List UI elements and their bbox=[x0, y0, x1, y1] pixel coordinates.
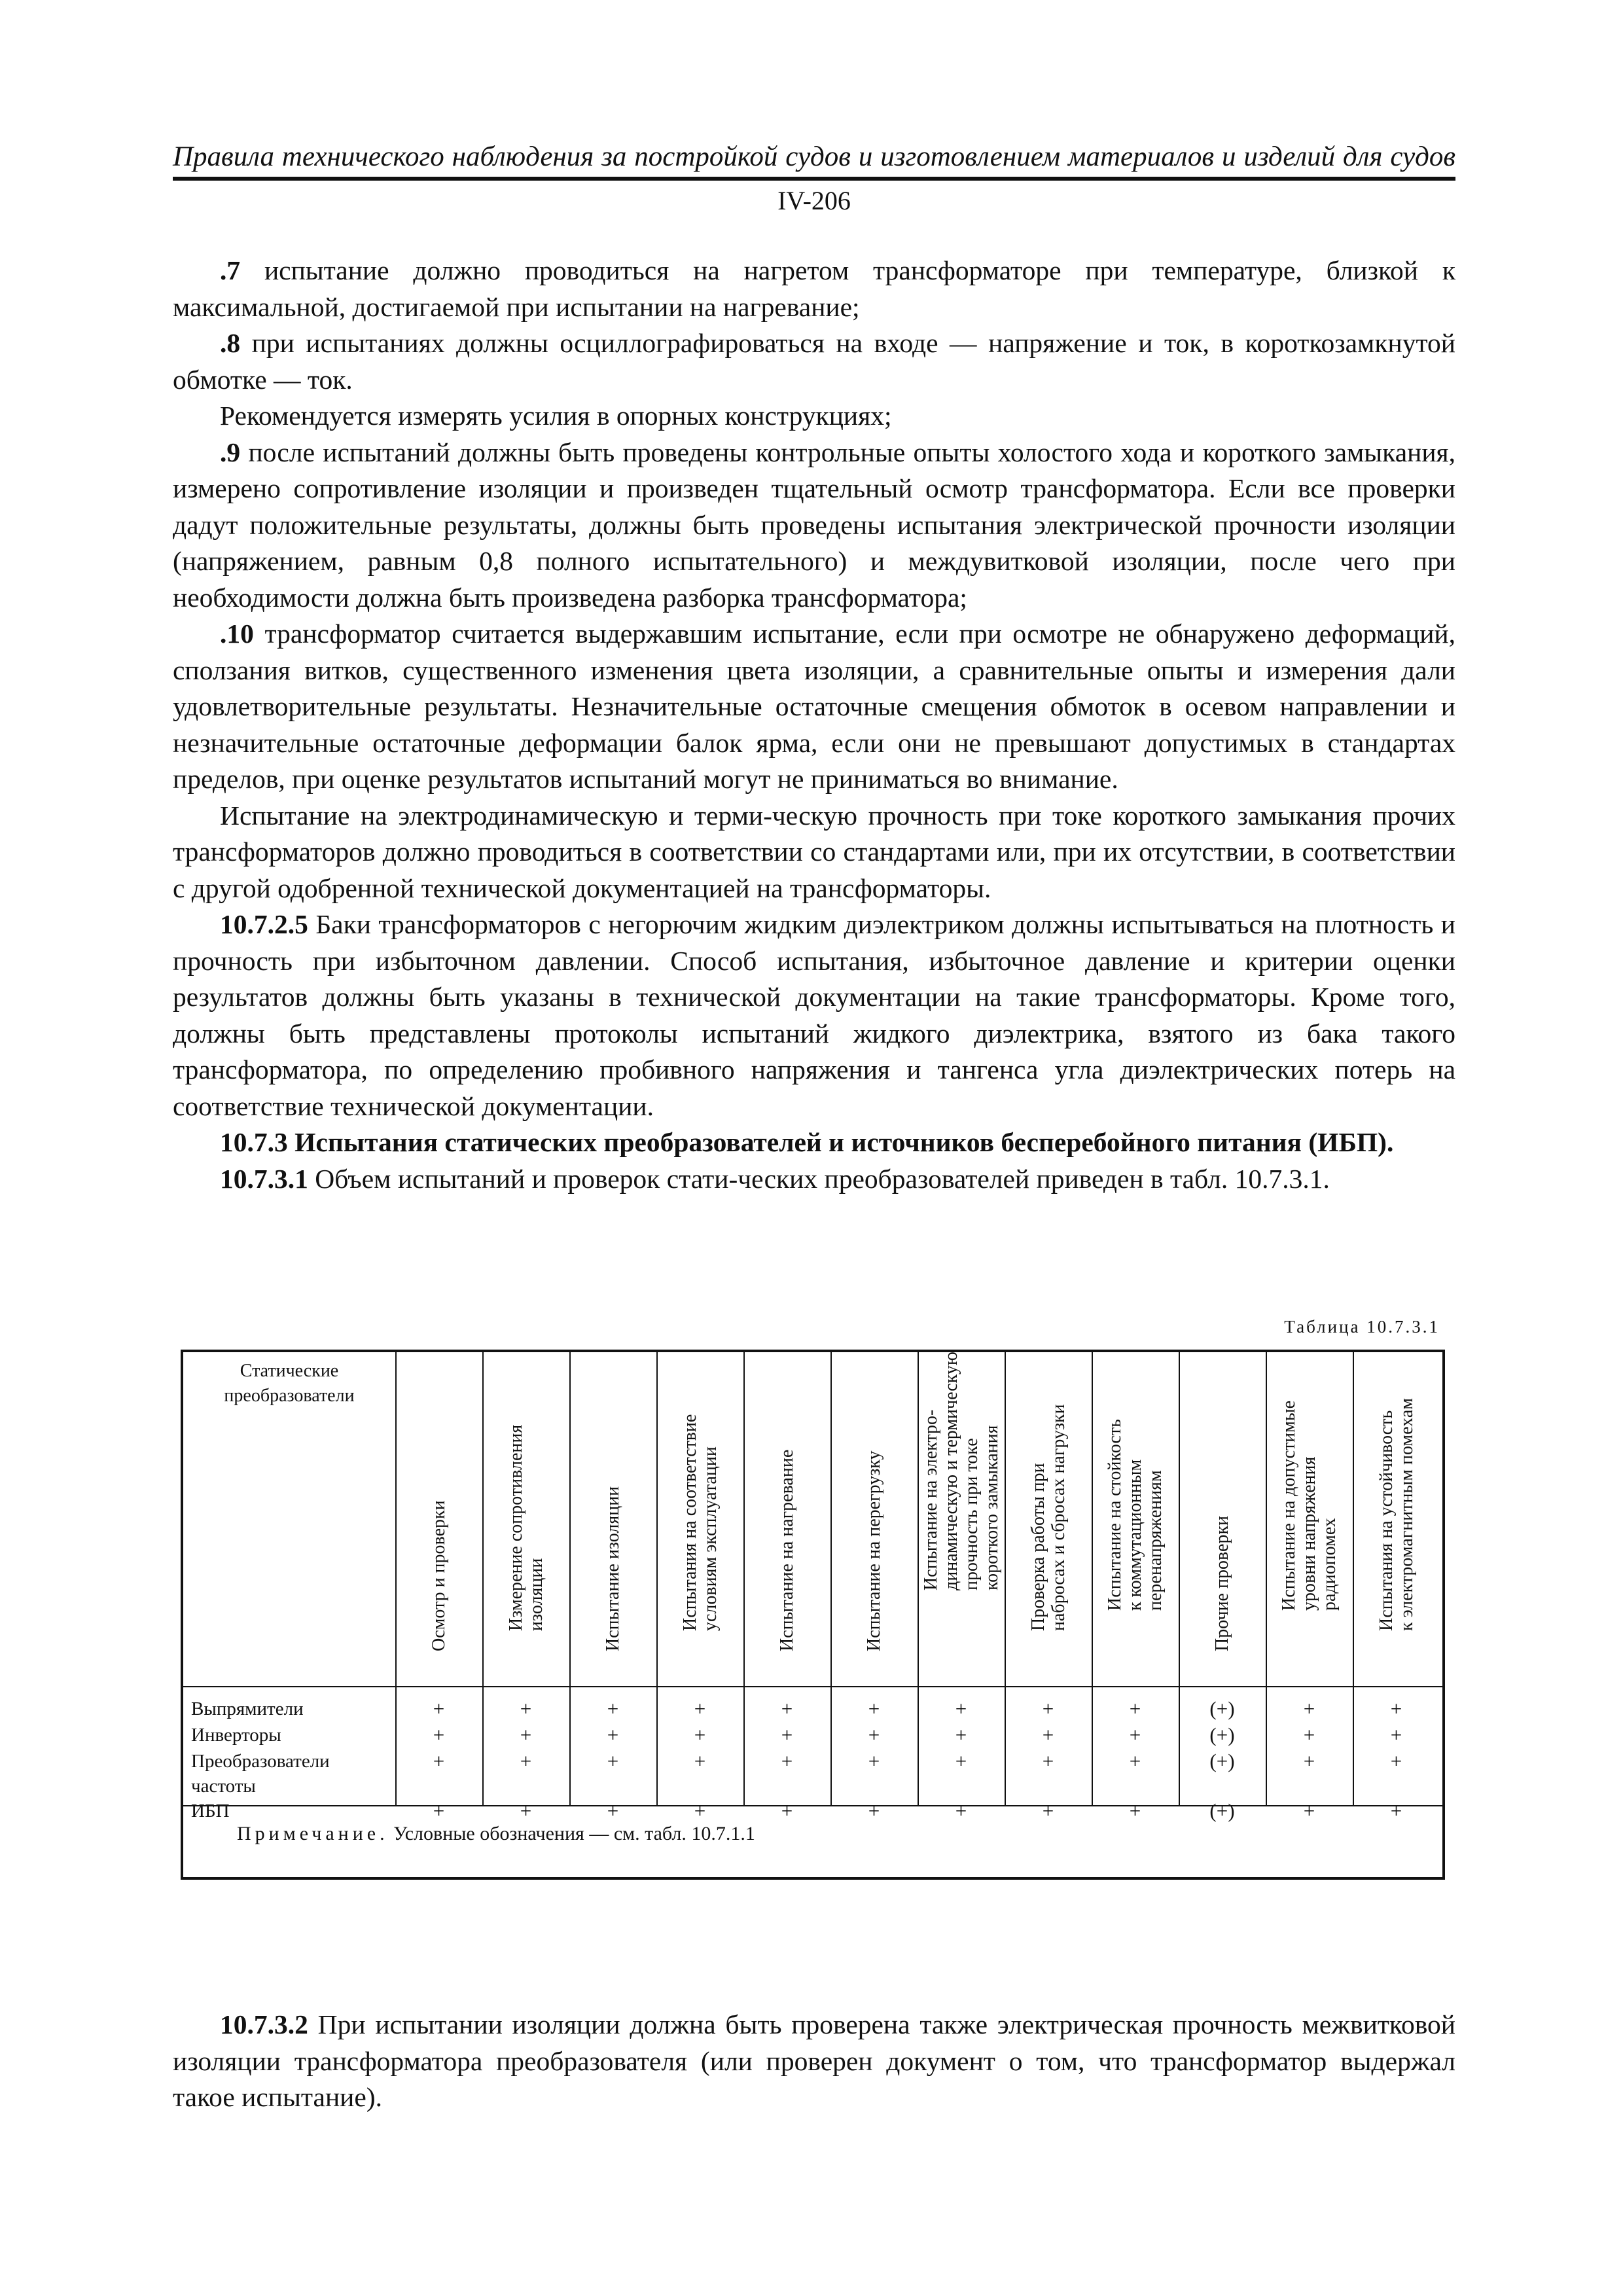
table-cell: + bbox=[868, 1749, 880, 1772]
section-heading: 10.7.3 Испытания статических преобразователей и источников бесперебойного питания (ИБП). bbox=[220, 1127, 1394, 1157]
table-cell: + bbox=[1390, 1723, 1402, 1746]
row-label: Выпрямители bbox=[191, 1698, 304, 1719]
page-number: IV-206 bbox=[777, 186, 851, 215]
row-label: Преобразователи частоты bbox=[191, 1751, 330, 1797]
item-number: .7 bbox=[220, 255, 241, 285]
table-cell: + bbox=[781, 1697, 793, 1720]
paragraph-10-7-3-2-block bbox=[173, 2007, 1455, 2116]
table-cell: + bbox=[955, 1697, 967, 1720]
table-cell: (+) bbox=[1209, 1749, 1235, 1772]
column-header-line: Испытание на стойкость bbox=[1105, 1419, 1125, 1611]
column-header-line: условиям эксплуатации bbox=[700, 1446, 721, 1631]
column-header bbox=[395, 1352, 482, 1686]
table-cell: + bbox=[520, 1799, 532, 1822]
column-header bbox=[1353, 1352, 1440, 1686]
section-heading-10-7-3 bbox=[173, 1124, 1455, 1161]
table-cell: + bbox=[520, 1749, 532, 1772]
column-header-line: Испытание изоляции bbox=[603, 1486, 623, 1651]
table-cell: + bbox=[607, 1723, 619, 1746]
column-header-line: изоляции bbox=[526, 1558, 546, 1631]
table-cell: + bbox=[1390, 1697, 1402, 1720]
column-header-line: перенапряжениям bbox=[1145, 1470, 1166, 1611]
table-cell: + bbox=[607, 1749, 619, 1772]
table-cell: + bbox=[433, 1799, 445, 1822]
header-rule bbox=[173, 177, 1455, 181]
table-cell: + bbox=[520, 1697, 532, 1720]
column-header-line: динамическую и термическую bbox=[940, 1352, 961, 1590]
table-cell: + bbox=[433, 1749, 445, 1772]
column-header bbox=[569, 1352, 656, 1686]
paragraph-text: при испытаниях должны осциллографироваться на входе — напряжение и ток, в короткозамкнутой обмотке — ток. bbox=[173, 328, 1455, 395]
table-cell: + bbox=[781, 1799, 793, 1822]
column-header bbox=[830, 1352, 918, 1686]
column-header bbox=[1092, 1352, 1179, 1686]
paragraph-10-7-3-1 bbox=[173, 1161, 1455, 1198]
column-header-line: прочность при токе bbox=[961, 1438, 982, 1590]
paragraph-8 bbox=[173, 325, 1455, 398]
item-number: .10 bbox=[220, 619, 254, 649]
column-header-line: уровни напряжения bbox=[1299, 1456, 1319, 1611]
column-header-line: Испытания на соответствие bbox=[679, 1414, 700, 1631]
table-cell: (+) bbox=[1209, 1799, 1235, 1822]
item-number: 10.7.3.2 bbox=[220, 2009, 308, 2039]
table-cell: + bbox=[1303, 1799, 1315, 1822]
table-cell: + bbox=[694, 1723, 706, 1746]
table-cell: + bbox=[694, 1749, 706, 1772]
column-header bbox=[1179, 1352, 1266, 1686]
paragraph-text: Испытание на электродинамическую и терми-ческую прочность при токе короткого замыкания прочих трансформаторов должно проводиться в соответствии со стандартами или, при их отсутствии, в соответствии с другой одобренной технической документацией на трансформаторы. bbox=[173, 800, 1455, 903]
table-cell: + bbox=[1303, 1723, 1315, 1746]
column-header-line: короткого замыкания bbox=[981, 1425, 1002, 1590]
table-caption: Таблица 10.7.3.1 bbox=[1284, 1317, 1440, 1336]
note-text: Условные обозначения — см. табл. 10.7.1.1 bbox=[388, 1823, 755, 1844]
paragraph-text: после испытаний должны быть проведены контрольные опыты холостого хода и короткого замыкания, измерено сопротивление изоляции и произведен тщательный осмотр трансформатора. Если все проверки дадут положительные результаты, должны быть проведены испытания электрической прочности изоляции (напряжением, равным 0,8 полного испытательного) и междувитковой изоляции, после чего при необходимости должна быть произведена разборка трансформатора; bbox=[173, 437, 1455, 613]
table-note bbox=[237, 1821, 755, 1847]
table-cell: + bbox=[781, 1723, 793, 1746]
table-cell: + bbox=[955, 1723, 967, 1746]
column-header bbox=[743, 1352, 830, 1686]
column-header-line: Испытание на допустимые bbox=[1279, 1400, 1299, 1611]
item-number: .9 bbox=[220, 437, 241, 467]
column-header-line: Прочие проверки bbox=[1212, 1515, 1232, 1651]
table-cell: + bbox=[1129, 1799, 1141, 1822]
table-cell: + bbox=[1042, 1723, 1054, 1746]
paragraph-dynamic-test bbox=[173, 798, 1455, 907]
table-cell: + bbox=[868, 1697, 880, 1720]
table-cell: + bbox=[868, 1799, 880, 1822]
table-cell: (+) bbox=[1209, 1723, 1235, 1746]
table-cell: + bbox=[1303, 1749, 1315, 1772]
item-number: 10.7.2.5 bbox=[220, 909, 308, 939]
tests-table bbox=[181, 1350, 1445, 1880]
column-header-line: радиопомех bbox=[1319, 1518, 1340, 1611]
table-cell: + bbox=[1042, 1749, 1054, 1772]
table-cell: + bbox=[607, 1697, 619, 1720]
paragraph-text: Рекомендуется измерять усилия в опорных конструкциях; bbox=[220, 401, 892, 431]
note-label: Примечание. bbox=[237, 1823, 389, 1844]
table-cell: + bbox=[607, 1799, 619, 1822]
paragraph-text: трансформатор считается выдержавшим испытание, если при осмотре не обнаружено деформаций, сползания витков, существенного изменения цвета изоляции, а сравнительные опыты и измерения дали удовлетворительные результаты. Незначительные остаточные смещения обмоток в осевом направлении и незначительные остаточные деформации балок ярма, если они не превышают допустимых в стандартах пределов, при оценке результатов испытаний могут не приниматься во внимание. bbox=[173, 619, 1455, 794]
table-corner-header: Статические преобразователи bbox=[224, 1361, 355, 1406]
header-divider bbox=[183, 1686, 1442, 1687]
row-label: Инверторы bbox=[191, 1725, 281, 1746]
item-number: 10.7.3.1 bbox=[220, 1163, 308, 1194]
paragraph-10-7-2-5 bbox=[173, 906, 1455, 1124]
column-header-line: набросах и сбросах нагрузки bbox=[1048, 1404, 1069, 1631]
page-header bbox=[173, 139, 1455, 217]
item-number: .8 bbox=[220, 328, 241, 358]
paragraph-7 bbox=[173, 253, 1455, 325]
column-header-line: Испытание на электро- bbox=[920, 1409, 941, 1590]
table-cell: + bbox=[1042, 1697, 1054, 1720]
column-header-line: к электромагнитным помехам bbox=[1396, 1398, 1417, 1631]
table-cell: (+) bbox=[1209, 1697, 1235, 1720]
paragraph-text: При испытании изоляции должна быть проверена также электрическая прочность межвитковой изоляции трансформатора преобразователя (или проверен документ о том, что трансформатор выдержал такое испытание). bbox=[173, 2009, 1455, 2112]
table-cell: + bbox=[433, 1723, 445, 1746]
column-header-line: Испытание на нагревание bbox=[777, 1449, 797, 1651]
column-header bbox=[656, 1352, 743, 1686]
column-header-line: Проверка работы при bbox=[1027, 1463, 1048, 1631]
column-header bbox=[1005, 1352, 1092, 1686]
paragraph-10-7-3-2 bbox=[173, 2007, 1455, 2116]
column-header-line: Измерение сопротивления bbox=[505, 1424, 526, 1631]
table-cell: + bbox=[694, 1799, 706, 1822]
paragraph-text: Баки трансформаторов с негорючим жидким диэлектриком должны испытываться на плотность и прочность при избыточном давлении. Способ испытания, избыточное давление и критерии оценки результатов должны быть указаны в технической документации на такие трансформаторы. Кроме того, должны быть представлены протоколы испытаний жидкого диэлектрика, взятого из бака такого трансформатора, по определению пробивного напряжения и тангенса угла диэлектрических потерь на соответствие технической документации. bbox=[173, 909, 1455, 1121]
table-cell: + bbox=[433, 1697, 445, 1720]
table-cell: + bbox=[955, 1799, 967, 1822]
column-header-line: Испытания на устойчивость bbox=[1376, 1410, 1397, 1631]
table-cell: + bbox=[781, 1749, 793, 1772]
paragraph-text: испытание должно проводиться на нагретом трансформаторе при температуре, близкой к максимальной, достигаемой при испытании на нагревание; bbox=[173, 255, 1455, 322]
column-header-line: Осмотр и проверки bbox=[429, 1500, 449, 1651]
paragraph-text: Объем испытаний и проверок стати-ческих преобразователей приведен в табл. 10.7.3.1. bbox=[308, 1163, 1330, 1194]
document-title: Правила технического наблюдения за постройкой судов и изготовлением материалов и изделий для судов bbox=[173, 141, 1455, 172]
table-cell: + bbox=[1129, 1723, 1141, 1746]
column-header bbox=[918, 1352, 1005, 1686]
paragraph-recommendation bbox=[173, 398, 1455, 435]
table-cell: + bbox=[1129, 1697, 1141, 1720]
paragraph-9 bbox=[173, 435, 1455, 617]
table-cell: + bbox=[1390, 1799, 1402, 1822]
column-header bbox=[482, 1352, 569, 1686]
table-cell: + bbox=[520, 1723, 532, 1746]
column-header-line: к коммутационным bbox=[1125, 1459, 1145, 1611]
table-cell: + bbox=[1390, 1749, 1402, 1772]
row-label: ИБП bbox=[191, 1801, 230, 1821]
column-header-line: Испытание на перегрузку bbox=[864, 1450, 884, 1651]
column-header bbox=[1266, 1352, 1353, 1686]
table-cell: + bbox=[1129, 1749, 1141, 1772]
body-text bbox=[173, 253, 1455, 1197]
table-cell: + bbox=[1042, 1799, 1054, 1822]
table-cell: + bbox=[1303, 1697, 1315, 1720]
paragraph-10 bbox=[173, 616, 1455, 798]
table-cell: + bbox=[694, 1697, 706, 1720]
table-cell: + bbox=[955, 1749, 967, 1772]
table-cell: + bbox=[868, 1723, 880, 1746]
